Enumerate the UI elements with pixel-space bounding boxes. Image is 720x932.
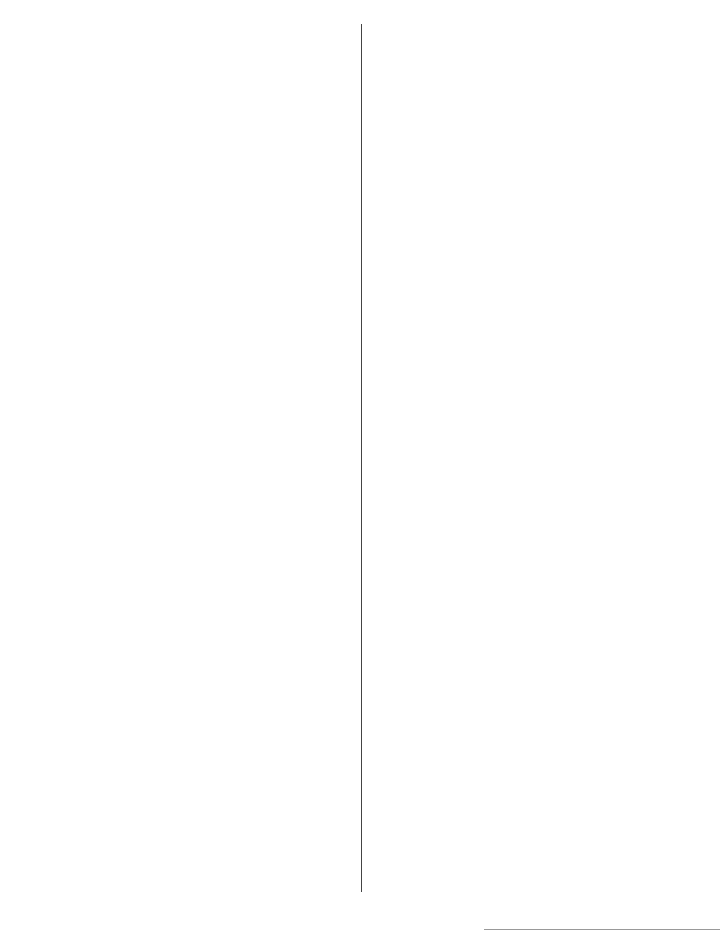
footer-rule	[484, 929, 720, 930]
column-divider	[361, 24, 362, 892]
